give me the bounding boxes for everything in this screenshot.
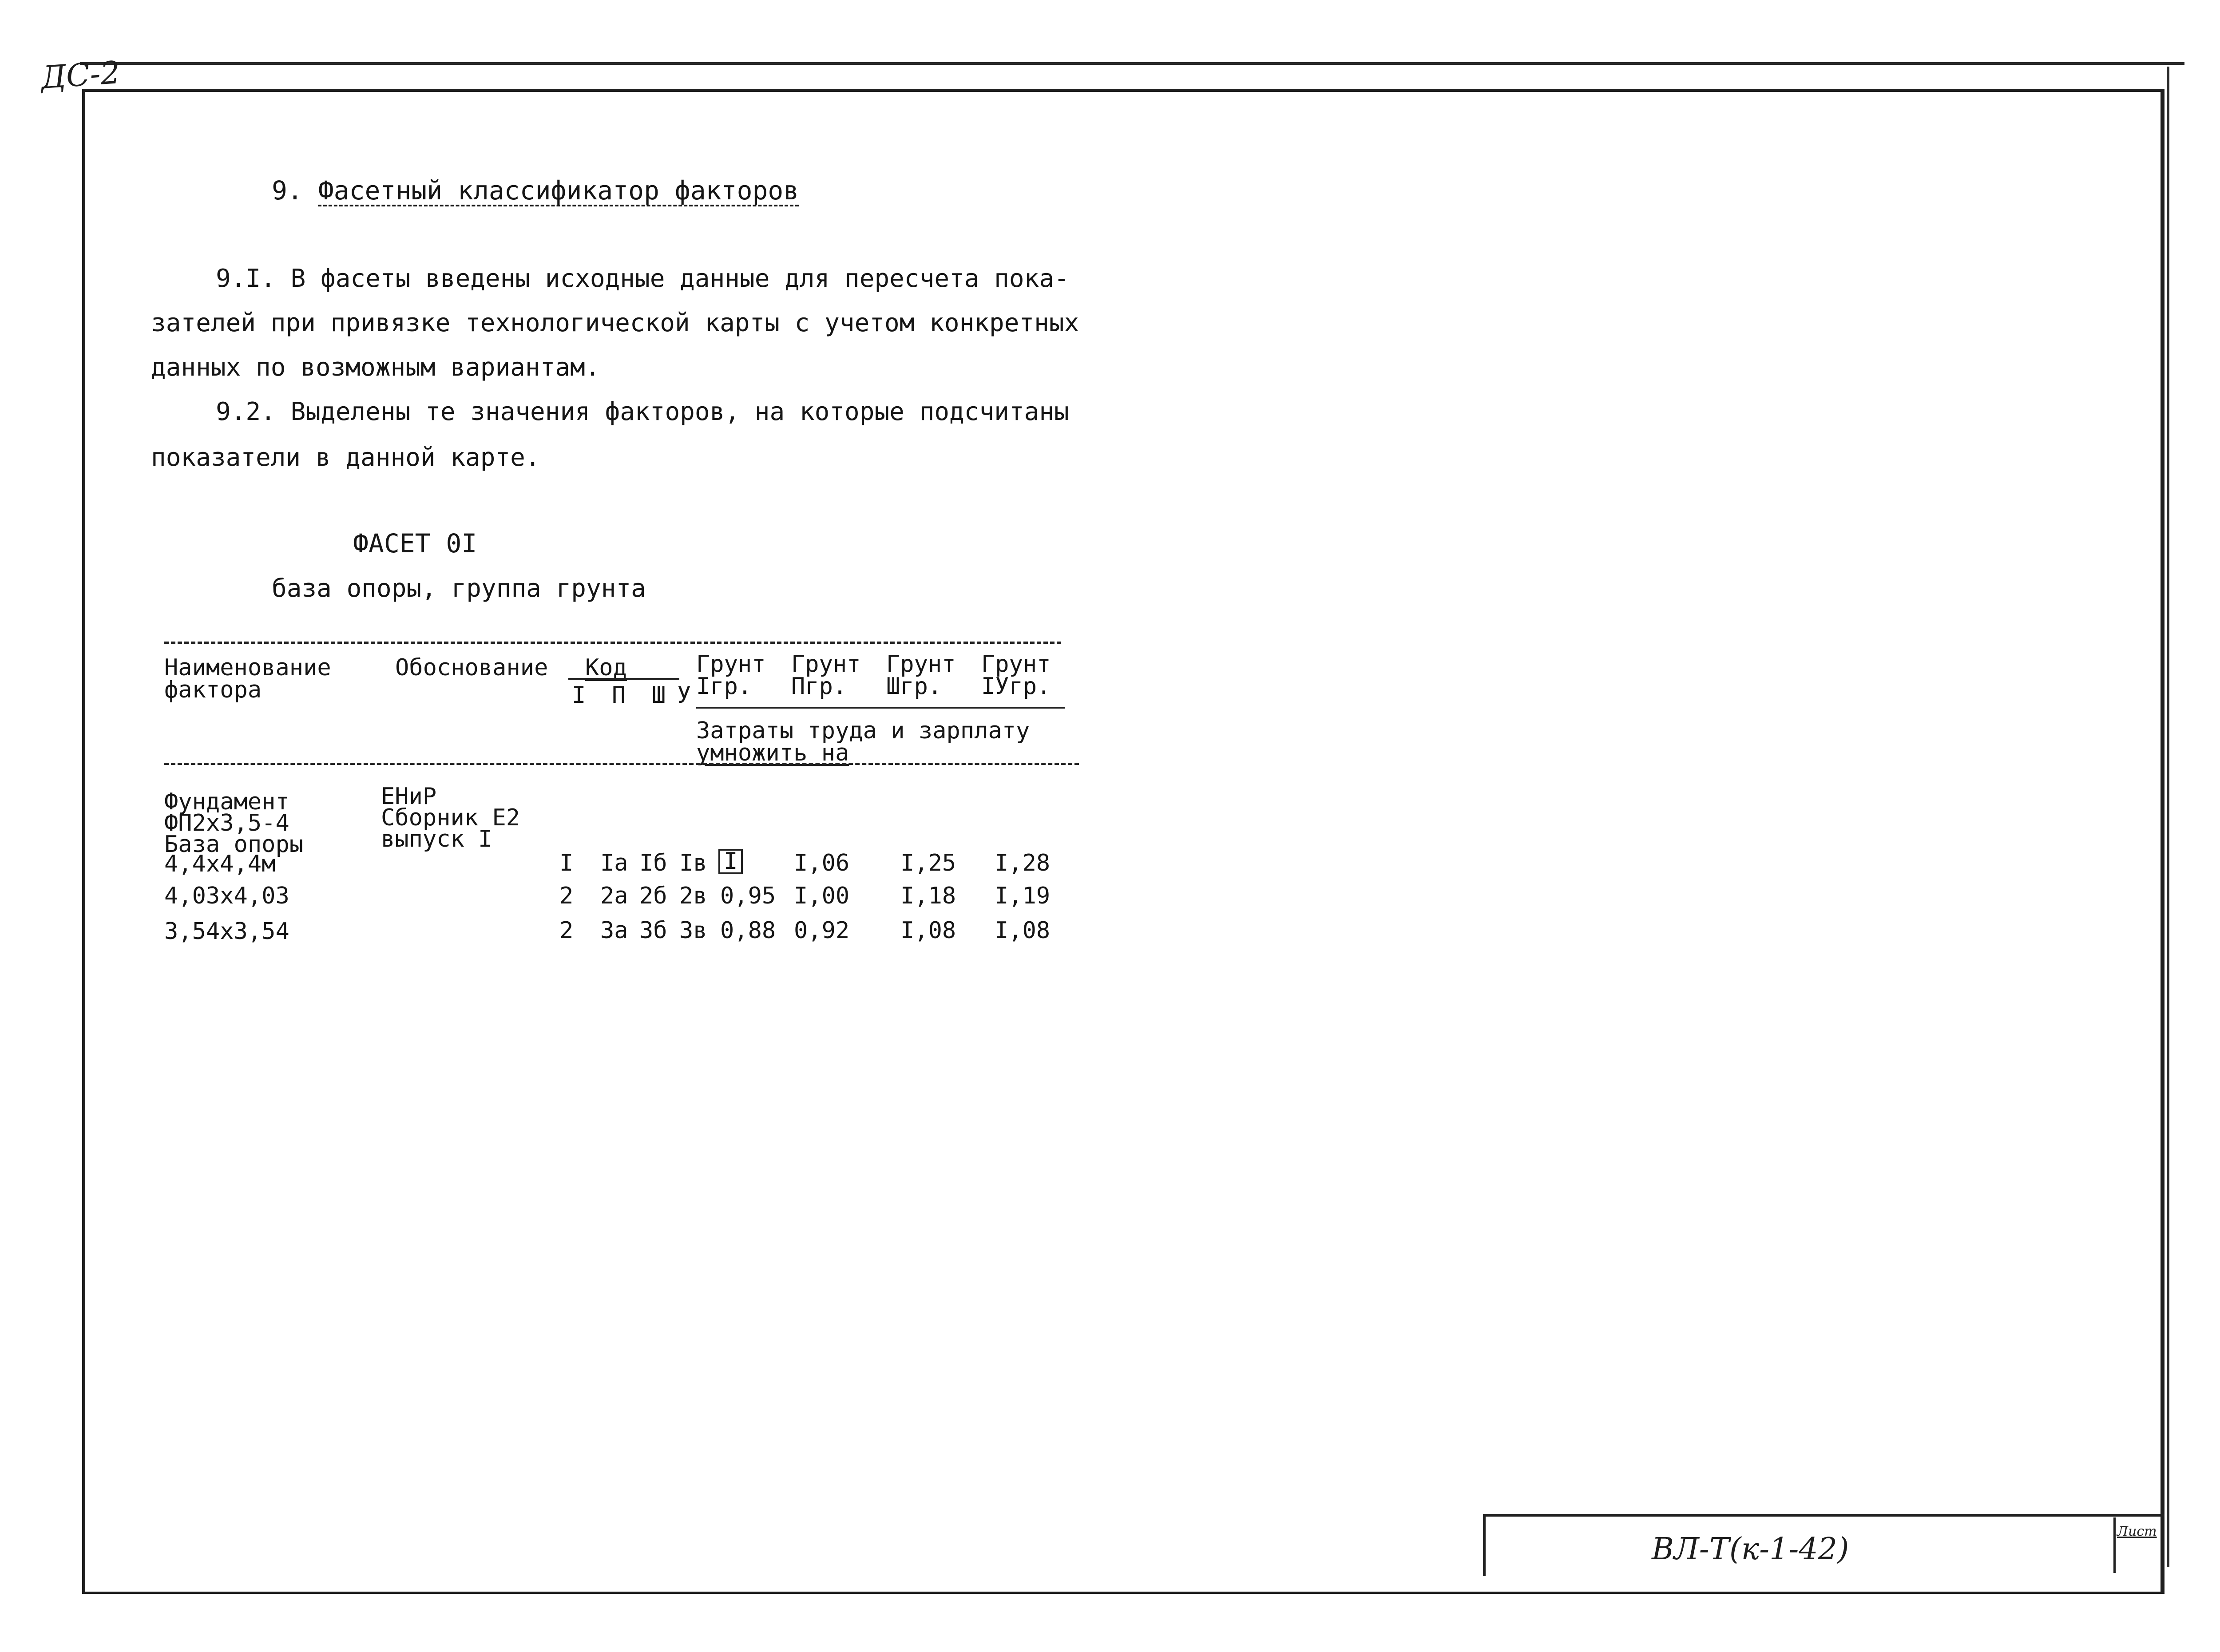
row-1-soil-1 xyxy=(718,849,743,874)
row-2-code-4: 2в xyxy=(679,883,707,909)
header-soil-1-line1: Грунт xyxy=(696,651,766,677)
facet-subtitle: база опоры, группа грунта xyxy=(272,574,646,603)
row-3-name: 3,54х3,54 xyxy=(164,918,289,945)
basis-line-1: ЕНиР xyxy=(381,783,437,810)
header-code-sub-4: У xyxy=(677,682,691,709)
header-multiplier-line1: Затраты труда и зарплату xyxy=(696,717,1030,744)
row-1-soil-2: I,06 xyxy=(794,850,850,876)
row-1-code-2: Iа xyxy=(600,850,628,876)
row-2-soil-1: 0,95 xyxy=(720,883,776,909)
header-multiplier-line2: умножить на xyxy=(696,740,849,766)
basis-line-2: Сборник Е2 xyxy=(381,804,520,831)
section-title: Фасетный классификатор факторов xyxy=(318,175,799,206)
row-2-code-3: 2б xyxy=(639,883,667,909)
paragraph-1-line-1: 9.I. В фасеты введены исходные данные для пересчета пока- xyxy=(216,264,1069,293)
corner-mark: ДС-2 xyxy=(40,54,122,96)
row-2-code-1: 2 xyxy=(559,883,574,909)
row-3-code-3: 3б xyxy=(639,917,667,944)
header-soil-rule xyxy=(696,707,1065,709)
row-3-code-2: 3а xyxy=(600,917,628,944)
row-3-soil-3: I,08 xyxy=(900,917,956,944)
section-heading xyxy=(272,175,799,206)
header-basis: Обоснование xyxy=(395,654,548,681)
row-3-soil-2: 0,92 xyxy=(794,917,850,944)
header-code-sub-3: Ш xyxy=(652,682,666,709)
row-3-code-4: 3в xyxy=(679,917,707,944)
header-code: Код xyxy=(585,654,627,681)
factor-line-2: ФП2х3,5-4 xyxy=(164,810,289,836)
header-soil-2-line1: Грунт xyxy=(791,651,861,677)
frame-outer-top-line xyxy=(80,62,2184,65)
row-1-name: 4,4х4,4м xyxy=(164,851,276,877)
frame-right-line xyxy=(2167,67,2169,1567)
header-code-sub-1: I xyxy=(572,682,586,709)
row-3-soil-4: I,08 xyxy=(995,917,1051,944)
header-soil-1-line2: Iгр. xyxy=(696,673,752,700)
row-2-soil-2: I,00 xyxy=(794,883,850,909)
row-2-soil-3: I,18 xyxy=(900,883,956,909)
header-code-sub-2: П xyxy=(612,682,626,709)
table-header-rule xyxy=(164,763,1079,765)
header-factor-line1: Наименование xyxy=(164,654,331,681)
paragraph-1-line-2: зателей при привязке технологической карты с учетом конкретных xyxy=(151,309,1079,337)
row-1-code-3: Iб xyxy=(639,850,667,876)
row-1-soil-3: I,25 xyxy=(900,850,956,876)
sheet-label: Лист xyxy=(2117,1524,2157,1539)
header-factor-line2: фактора xyxy=(164,677,262,703)
factor-line-1: Фундамент xyxy=(164,788,289,815)
row-1-soil-1-value: I xyxy=(718,849,743,874)
section-number: 9. xyxy=(272,175,303,206)
paragraph-2-line-1: 9.2. Выделены те значения факторов, на которые подсчитаны xyxy=(216,397,1069,426)
row-1-code-1: I xyxy=(559,850,574,876)
row-3-code-1: 2 xyxy=(559,917,574,944)
header-soil-3-line1: Грунт xyxy=(886,651,956,677)
row-1-code-4: Iв xyxy=(679,850,707,876)
table-top-rule xyxy=(164,642,1061,644)
basis-line-3: выпуск I xyxy=(381,826,492,852)
header-soil-4-line2: IУгр. xyxy=(981,673,1051,700)
paragraph-1-line-3: данных по возможным вариантам. xyxy=(151,353,600,382)
paragraph-2-line-2: показатели в данной карте. xyxy=(151,443,540,472)
header-soil-4-line1: Грунт xyxy=(981,651,1051,677)
header-soil-3-line2: Шгр. xyxy=(886,673,942,700)
facet-title: ФАСЕТ 0I xyxy=(353,528,477,559)
factor-line-3: База опоры xyxy=(164,831,304,858)
header-soil-2-line2: Пгр. xyxy=(791,673,847,700)
header-code-rule xyxy=(568,678,679,680)
row-3-soil-1: 0,88 xyxy=(720,917,776,944)
row-1-soil-4: I,28 xyxy=(995,850,1051,876)
row-2-soil-4: I,19 xyxy=(995,883,1051,909)
document-code: ВЛ-Т(к-1-42) xyxy=(1652,1532,1849,1567)
row-2-name: 4,03х4,03 xyxy=(164,883,289,909)
row-2-code-2: 2а xyxy=(600,883,628,909)
